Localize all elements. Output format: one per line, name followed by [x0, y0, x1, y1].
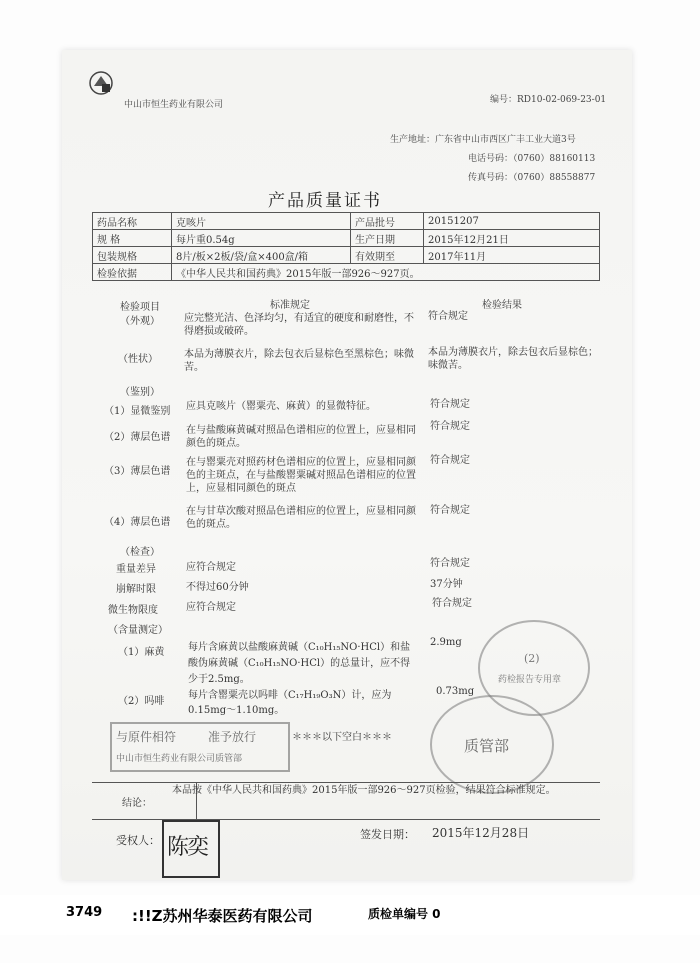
prod-date: 2015年12月21日 — [424, 230, 600, 247]
product-name: 克咳片 — [172, 213, 351, 230]
ident3-result: 符合规定 — [430, 455, 470, 466]
release-stamp-bottom: 中山市恒生药业有限公司质管部 — [116, 754, 243, 764]
package-label: 包装规格 — [93, 247, 172, 264]
appearance-standard: 应完整光洁、色泽均匀，有适宜的硬度和耐磨性，不得磨损或破碎。 — [184, 313, 414, 337]
col-result-header: 检验结果 — [482, 300, 522, 311]
info-table — [92, 212, 600, 281]
prod-date-label: 生产日期 — [351, 230, 424, 247]
company-logo-icon — [88, 70, 114, 96]
bottom-company: :!!Z苏州华泰医药有限公司 — [132, 907, 313, 925]
weight-standard: 应符合规定 — [186, 562, 236, 573]
report-seal-text: 药检报告专用章 — [498, 675, 562, 685]
assay-label: （含量测定） — [108, 625, 168, 636]
issue-date: 2015年12月28日 — [432, 826, 530, 840]
basis-label: 检验依据 — [93, 264, 172, 281]
ident4-label: （4）薄层色谱 — [104, 517, 171, 528]
release-stamp-left: 与原件相符 — [116, 730, 177, 744]
ident-label: （鉴别） — [120, 387, 160, 398]
character-label: （性状） — [118, 354, 158, 365]
micro-label: 微生物限度 — [108, 605, 158, 616]
package: 8片/板×2板/袋/盒×400盒/箱 — [172, 247, 351, 264]
release-stamp-right: 准予放行 — [208, 730, 257, 744]
disint-result: 37分钟 — [430, 579, 463, 590]
appearance-label: （外观） — [120, 316, 160, 327]
micro-result: 符合规定 — [432, 598, 472, 609]
ident1-standard: 应具克咳片（罂粟壳、麻黄）的显微特征。 — [186, 401, 376, 412]
spec-label: 规 格 — [93, 230, 172, 247]
company-name: 中山市恒生药业有限公司 — [124, 100, 224, 110]
document-title: 产品质量证书 — [268, 191, 382, 211]
assay1-result: 2.9mg — [430, 637, 462, 648]
ident1-result: 符合规定 — [430, 399, 470, 410]
bottom-bar — [0, 895, 700, 935]
phone: 电话号码：（0760）88160113 — [468, 154, 596, 164]
issue-date-label: 签发日期： — [360, 828, 415, 841]
weight-label: 重量差异 — [116, 564, 156, 575]
col-item-header: 检验项目 — [120, 302, 160, 313]
col-standard-header: 标准规定 — [270, 300, 310, 311]
spec: 每片重0.54g — [172, 230, 351, 247]
bottom-number: 3749 — [66, 905, 103, 920]
qc-dept-seal-text: 质管部 — [464, 737, 510, 755]
assay1-label: （1）麻黄 — [118, 647, 165, 658]
address: 生产地址：广东省中山市西区广丰工业大道3号 — [390, 135, 576, 145]
ident1-label: （1）显微鉴别 — [104, 406, 171, 417]
batch-label: 产品批号 — [351, 213, 424, 230]
character-result: 本品为薄膜衣片，除去包衣后显棕色；味微苦。 — [428, 347, 598, 371]
conclusion-label: 结论： — [122, 798, 152, 809]
conclusion-text: 本品按《中华人民共和国药典》2015年版一部926～927页检验，结果符合标准规定。 — [172, 785, 556, 796]
appearance-result: 符合规定 — [428, 311, 468, 322]
signature-text: 陈奕 — [167, 835, 208, 860]
fax: 传真号码：（0760）88558877 — [468, 173, 596, 183]
assay2-label: （2）吗啡 — [118, 696, 165, 707]
assay2-standard: 每片含罂粟壳以吗啡（C₁₇H₁₉O₃N）计，应为0.15mg～1.10mg。 — [188, 690, 392, 716]
ident2-label: （2）薄层色谱 — [104, 432, 171, 443]
ident2-standard: 在与盐酸麻黄碱对照品色谱相应的位置上，应显相同颜色的斑点。 — [186, 425, 416, 449]
character-standard: 本品为薄膜衣片，除去包衣后显棕色至黑棕色；味微苦。 — [184, 349, 414, 373]
batch-number: 20151207 — [424, 213, 600, 230]
expiry-label: 有效期至 — [351, 247, 424, 264]
expiry: 2017年11月 — [424, 247, 600, 264]
disint-label: 崩解时限 — [116, 584, 156, 595]
doc-number: 编号：RD10-02-069-23-01 — [490, 95, 607, 105]
product-name-label: 药品名称 — [93, 213, 172, 230]
weight-result: 符合规定 — [430, 558, 470, 569]
micro-standard: 应符合规定 — [186, 602, 236, 613]
ident3-label: （3）薄层色谱 — [104, 466, 171, 477]
basis: 《中华人民共和国药典》2015年版一部926～927页。 — [172, 264, 600, 281]
ident2-result: 符合规定 — [430, 421, 470, 432]
disint-standard: 不得过60分钟 — [186, 582, 249, 593]
ident4-result: 符合规定 — [430, 505, 470, 516]
authorizer-label: 受权人： — [116, 834, 160, 847]
check-label: （检查） — [120, 547, 160, 558]
ident4-standard: 在与甘草次酸对照品色谱相应的位置上，应显相同颜色的斑点。 — [186, 506, 416, 530]
release-stamp — [110, 722, 290, 772]
report-seal-number: (2) — [524, 652, 540, 665]
blank-marker: ＊＊＊以下空白＊＊＊ — [292, 732, 392, 743]
ident3-standard: 在与罂粟壳对照药材色谱相应的位置上，应显相同颜色的主斑点，在与盐酸罂粟碱对照品色谱相应的位置上，应显相同颜色的斑点 — [186, 457, 416, 494]
assay2-result: 0.73mg — [436, 686, 475, 697]
assay1-standard: 每片含麻黄以盐酸麻黄碱（C₁₀H₁₅NO·HCl）和盐酸伪麻黄碱（C₁₀H₁₅NO·HCl）的总量计，应不得少于2.5mg。 — [188, 642, 411, 685]
signature-stamp — [162, 820, 220, 878]
report-seal — [478, 620, 590, 716]
bottom-qc-label: 质检单编号 0 — [368, 907, 441, 921]
